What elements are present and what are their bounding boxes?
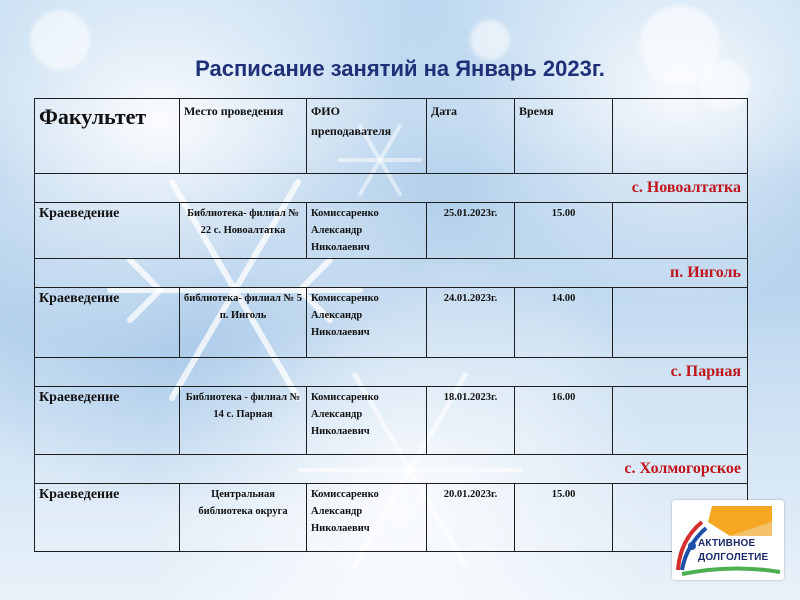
logo-line2: ДОЛГОЛЕТИЕ bbox=[698, 552, 769, 563]
faculty-cell: Краеведение bbox=[35, 203, 180, 259]
location-cell: библиотека- филиал № 5 п. Инголь bbox=[180, 288, 307, 358]
header-date: Дата bbox=[427, 99, 515, 174]
location-cell: Библиотека- филиал № 22 с. Новоалтатка bbox=[180, 203, 307, 259]
teacher-cell: Комиссаренко Александр Николаевич bbox=[307, 288, 427, 358]
place-row bbox=[35, 358, 748, 387]
table-row bbox=[35, 484, 748, 552]
time-cell: 14.00 bbox=[515, 288, 613, 358]
faculty-cell: Краеведение bbox=[35, 387, 180, 455]
table-row bbox=[35, 288, 748, 358]
location-cell: Центральная библиотека округа bbox=[180, 484, 307, 552]
date-cell: 24.01.2023г. bbox=[427, 288, 515, 358]
location-cell: Библиотека - филиал № 14 с. Парная bbox=[180, 387, 307, 455]
logo-line1: АКТИВНОЕ bbox=[698, 538, 756, 549]
time-cell: 15.00 bbox=[515, 484, 613, 552]
empty-cell bbox=[613, 387, 748, 455]
place-name: п. Инголь bbox=[35, 259, 748, 288]
header-empty bbox=[613, 99, 748, 174]
date-cell: 20.01.2023г. bbox=[427, 484, 515, 552]
teacher-cell: Комиссаренко Александр Николаевич bbox=[307, 203, 427, 259]
table-row bbox=[35, 387, 748, 455]
place-row bbox=[35, 174, 748, 203]
page-title: Расписание занятий на Январь 2023г. bbox=[195, 56, 605, 81]
place-name: с. Холмогорское bbox=[35, 455, 748, 484]
header-time: Время bbox=[515, 99, 613, 174]
background-bokeh bbox=[470, 20, 510, 60]
header-location: Место проведения bbox=[180, 99, 307, 174]
date-cell: 18.01.2023г. bbox=[427, 387, 515, 455]
place-row bbox=[35, 259, 748, 288]
teacher-cell: Комиссаренко Александр Николаевич bbox=[307, 387, 427, 455]
place-name: с. Парная bbox=[35, 358, 748, 387]
place-row bbox=[35, 455, 748, 484]
date-cell: 25.01.2023г. bbox=[427, 203, 515, 259]
empty-cell bbox=[613, 203, 748, 259]
time-cell: 15.00 bbox=[515, 203, 613, 259]
table-row bbox=[35, 203, 748, 259]
schedule-table bbox=[34, 98, 748, 552]
header-teacher: ФИО преподавателя bbox=[307, 99, 427, 174]
active-longevity-logo bbox=[672, 500, 784, 580]
place-name: с. Новоалтатка bbox=[35, 174, 748, 203]
faculty-cell: Краеведение bbox=[35, 484, 180, 552]
faculty-cell: Краеведение bbox=[35, 288, 180, 358]
table-header-row bbox=[35, 99, 748, 174]
teacher-cell: Комиссаренко Александр Николаевич bbox=[307, 484, 427, 552]
header-faculty: Факультет bbox=[35, 99, 180, 174]
time-cell: 16.00 bbox=[515, 387, 613, 455]
empty-cell bbox=[613, 288, 748, 358]
